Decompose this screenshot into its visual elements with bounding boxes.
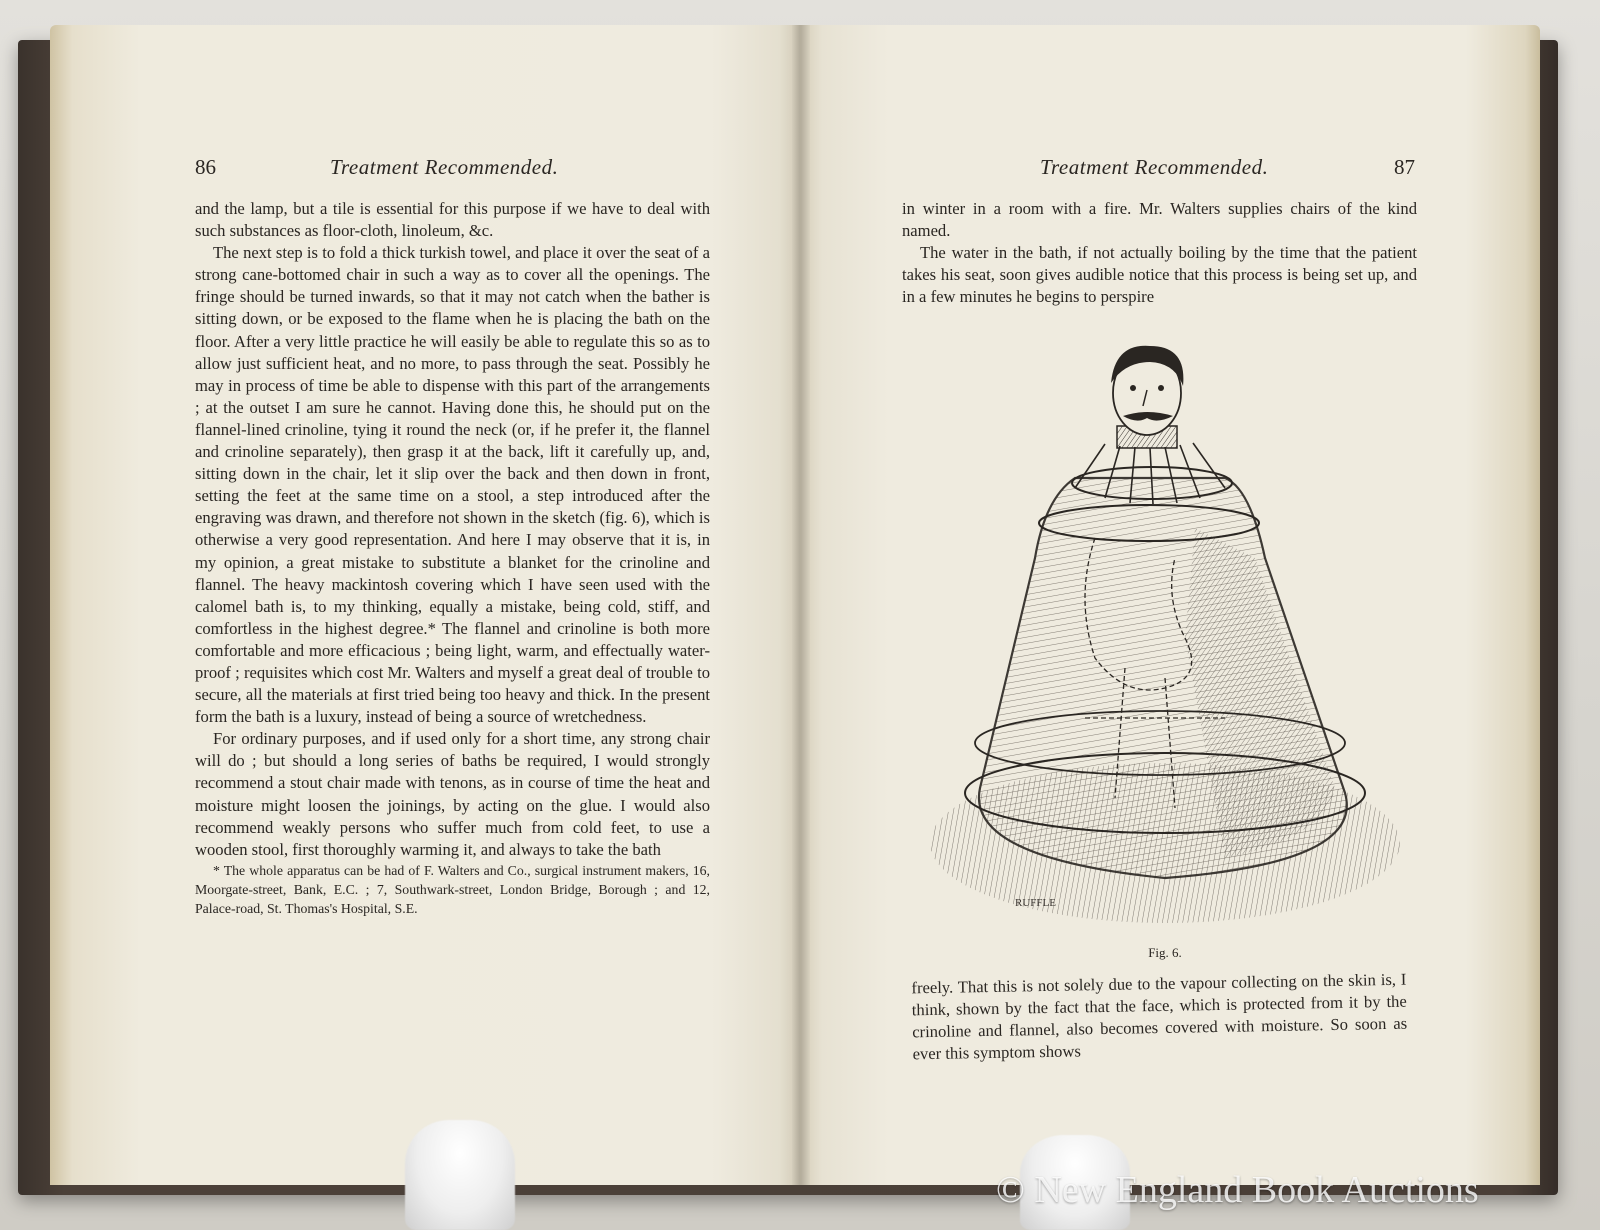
eye [1130, 385, 1136, 391]
copyright-watermark: © New England Book Auctions [996, 1169, 1479, 1211]
gloved-finger-left [405, 1120, 515, 1230]
left-page-number: 86 [195, 155, 216, 179]
paragraph: freely. That this is not solely due to the vapour collecting on the skin is, I think, shown by the fact that the face, which is protected from it by the crinoline and flannel, also becomes covered with moisture. So soon as ever this symptom shows [911, 969, 1408, 1064]
figure-caption: Fig. 6. [1148, 945, 1182, 960]
footnote: * The whole apparatus can be had of F. Walters and Co., surgical instrument makers, 16, Moorgate-street, Bank, E.C. ; 7, Southwark-street, London Bridge, Borough ; and 12, Palace-road, St. Thomas's Hospital, S.E. [195, 862, 710, 916]
eye [1158, 385, 1164, 391]
engraving-illustration [925, 338, 1405, 938]
right-page-text-top [902, 198, 1417, 308]
left-running-title: Treatment Recommended. [330, 155, 559, 179]
right-page-number: 87 [1394, 155, 1415, 179]
paragraph: For ordinary purposes, and if used only for a short time, any strong chair will do ; but should a long series of baths be required, I would strongly recommend a stout chair made with tenons, as in course of time the heat and moisture might loosen the joinings, by acting on the glue. I would also recommend weakly persons who suffer much from cold feet, to use a wooden stool, first thoroughly warming it, and always to take the bath [195, 729, 710, 859]
engraver-signature: RUFFLE [1015, 897, 1056, 909]
paragraph: and the lamp, but a tile is essential for this purpose if we have to deal with such substances as floor-cloth, linoleum, &c. [195, 199, 710, 241]
right-running-title: Treatment Recommended. [1040, 155, 1269, 179]
book-gutter [792, 25, 810, 1185]
left-page-text [195, 198, 710, 918]
paragraph: The water in the bath, if not actually boiling by the time that the patient takes his seat, soon gives audible notice that this process is being set up, and in a few minutes he begins to perspire [902, 243, 1417, 307]
right-page-text-bottom [911, 969, 1407, 1066]
paragraph: in winter in a room with a fire. Mr. Walters supplies chairs of the kind named. [902, 199, 1417, 241]
paragraph: The next step is to fold a thick turkish towel, and place it over the seat of a strong cane-bottomed chair in such a way as to cover all the openings. The fringe should be turned inwards, so that it may not catch when the bather is sitting down, or be exposed to the flame when he is placing the bath on the floor. After a very little practice he will easily be able to regulate this so as to allow just sufficient heat, and no more, to pass through the seat. Possibly he may in process of time be able to dispense with this part of the arrangements ; at the outset I am sure he cannot. Having done this, he should put on the flannel-lined crinoline, tying it round the neck (or, if he prefer it, the flannel and crinoline separately), then grasp it at the back, lift it carefully up, and, sitting down in the chair, let it slip over the back and then down in front, setting the feet at the same time on a stool, a step introduced after the engraving was drawn, and therefore not shown in the sketch (fig. 6), which is otherwise a very good representation. And here I may observe that it is, in my opinion, a great mistake to substitute a blanket for the crinoline and flannel. The heavy mackintosh covering which I have seen used with the calomel bath is, to my thinking, equally a mistake, being cold, stiff, and comfortless in the highest degree.* The flannel and crinoline is both more comfortable and more efficacious ; being light, warm, and effectually water-proof ; requisites which cost Mr. Walters and myself a great deal of trouble to secure, all the materials at first tried being too heavy and thick. In the present form the bath is a luxury, instead of being a source of wretchedness. [195, 243, 710, 727]
